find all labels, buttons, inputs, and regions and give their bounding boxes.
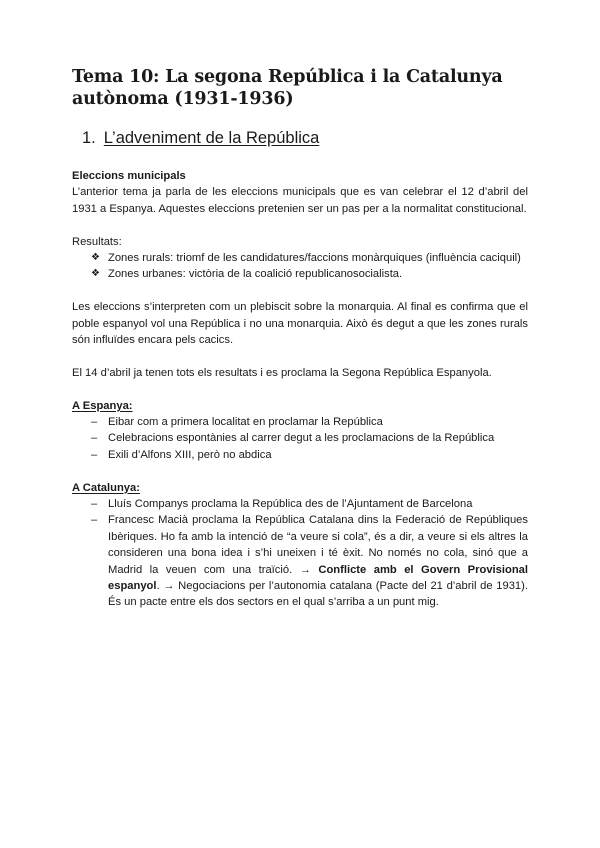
resultats-label: Resultats: [72,235,122,248]
espanya-list [72,414,528,463]
diamond-bullet-icon: ❖ [91,252,100,264]
espanya-heading: A Espanya: [72,399,133,412]
list-item: ❖ Zones urbanes: victòria de la coalició republicanosocialista. [72,266,528,282]
conflicte-bold-text: Conflicte amb el Govern Provisional espanyol [108,563,528,593]
section-heading [82,127,528,149]
catalunya-heading: A Catalunya: [72,481,140,494]
list-item: – Eibar com a primera localitat en proclamar la República [72,414,528,430]
document-page [72,66,528,611]
eleccions-paragraph: L’anterior tema ja parla de les eleccions municipals que es van celebrar el 12 d’abril del 1931 a Espanya. Aquestes eleccions pretenien ser un pas per a la normalitat constitucional. [72,186,528,215]
catorze-abril-paragraph: El 14 d’abril ja tenen tots els resultats i es proclama la Segona República Espanyola. [72,366,492,379]
eleccions-heading: Eleccions municipals [72,170,186,182]
section-number: 1. [82,129,96,147]
dash-bullet-icon: – [91,416,98,429]
dash-bullet-icon: – [91,432,98,445]
list-item: – Celebracions espontànies al carrer degut a les proclamacions de la República [72,430,528,446]
dash-bullet-icon: – [91,498,98,511]
list-item: – Lluís Companys proclama la República des de l’Ajuntament de Barcelona [72,496,528,512]
list-item: – Exili d’Alfons XIII, però no abdica [72,447,528,463]
dash-bullet-icon: – [91,448,98,461]
list-item: – Francesc Macià proclama la República Catalana dins la Federació de Repúbliques Ibèriques. Ho fa amb la intenció de “a veure si cola”, és a dir, a veure si els altres la consideren una bona idea i s’hi uneixen i té èxit. No només no cola, sinó que a Madrid la veuen com una traïció. → Conflicte amb el Govern Provisional espanyol. → Negociacions per l’autonomia catalana (Pacte del 21 d’abril de 1931). És un pacte entre els dos sectors en el qual s’arriba a un punt mig. [91,514,528,609]
section-heading-text: L’adveniment de la República [103,129,320,147]
diamond-bullet-icon: ❖ [91,268,100,280]
catalunya-list [72,496,528,611]
dash-bullet-icon: – [91,514,98,527]
resultats-list [72,250,528,283]
document-title: Tema 10: La segona República i la Catalunya autònoma (1931-1936) [72,67,503,109]
plebiscit-paragraph: Les eleccions s’interpreten com un plebiscit sobre la monarquia. Al final es confirma que el poble espanyol vol una República i no una monarquia. Això és degut a que les zones rurals són influïdes encara pels cacics. [72,301,528,347]
list-item: ❖ Zones rurals: triomf de les candidatures/faccions monàrquiques (influència caciquil) [72,250,528,266]
